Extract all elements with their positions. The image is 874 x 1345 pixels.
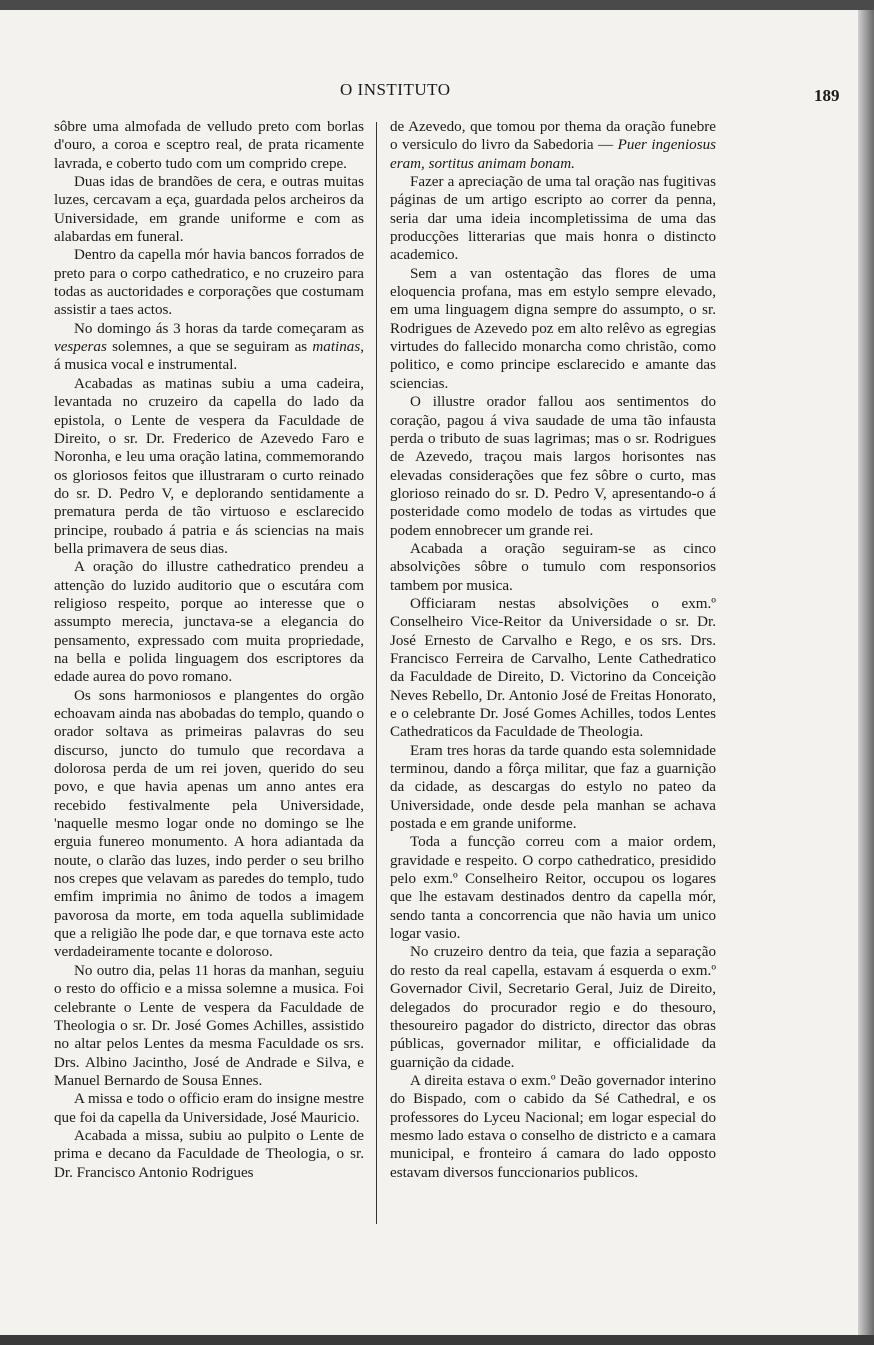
paragraph: A oração do illustre cathedratico prendeu a attenção do luzido auditorio que o escutára com religioso respeito, porque ao interesse que o assumpto merecia, junctava-se a elegancia do pensamento, expressado com muita propriedade, na bella e polida linguagem dos escriptores da edade aurea do povo romano. xyxy=(54,559,364,686)
text-run: de Azevedo, que tomou por thema da oração funebre o versiculo do livro da Sabedoria — xyxy=(390,119,716,154)
paragraph: A missa e todo o officio eram do insigne mestre que foi da capella da Universidade, José Mauricio. xyxy=(54,1091,364,1126)
paragraph: O illustre orador fallou aos sentimentos do coração, pagou á viva saudade de uma tão infausta perda o tributo de suas lagrimas; mas o sr. Rodrigues de Azevedo, traçou mais largos horisontes nas elevadas considerações que fez sôbre o curto, mas glorioso reinado do sr. D. Pedro V, apresentando-o á posteridade como modelo de todas as virtudes que podem ennobrecer um grande rei. xyxy=(390,394,716,539)
scan-top-edge xyxy=(0,0,874,10)
document-page xyxy=(0,10,858,1335)
paragraph xyxy=(390,118,716,173)
paragraph xyxy=(54,320,364,375)
paragraph: Os sons harmoniosos e plangentes do orgão echoavam ainda nas abobadas do templo, quando o orador soltava as primeiras palavras do seu discurso, juncto do tumulo que recordava a dolorosa perda de um rei joven, querido do seu povo, e que havia apenas um anno antes era recebido festivalmente pela Universidade, 'naquelle mesmo logar onde no domingo se lhe erguia funereo monumento. A hora adiantada da noute, o clarão das luzes, indo perder o seu brilho nos crepes que velavam as paredes do templo, tudo emfim imprimia no ânimo de todos a imagem pavorosa da morte, em toda aquella sublimidade que a religião lhe pode dar, e que tornava este acto verdadeiramente tocante e doloroso. xyxy=(54,687,364,961)
text-run: No domingo ás 3 horas da tarde começaram as xyxy=(74,320,364,337)
left-column xyxy=(54,118,364,1182)
column-divider xyxy=(376,122,377,1224)
italic-text: Puer ingeniosus eram, sortitus animam bonam. xyxy=(390,137,716,172)
running-title: O INSTITUTO xyxy=(340,80,451,99)
paragraph: Officiaram nestas absolvições o exm.º Conselheiro Vice-Reitor da Universidade o sr. Dr. José Ernesto de Carvalho e Rego, e os srs. Drs. Francisco Ferreira de Carvalho, Lente Cathedratico da Faculdade de Direito, D. Victorino da Conceição Neves Rebello, Dr. Antonio José de Freitas Honorato, e o celebrante Dr. José Gomes Achilles, todos Lentes Cathedraticos da Faculdade de Theologia. xyxy=(390,595,716,741)
paragraph: Eram tres horas da tarde quando esta solemnidade terminou, dando a fôrça militar, que faz a guarnição da cidade, as descargas do estylo no pateo da Universidade, onde desde pela manhan se achava postada e em grande uniforme. xyxy=(390,742,716,833)
paragraph: No outro dia, pelas 11 horas da manhan, seguiu o resto do officio e a missa solemne a musica. Foi celebrante o Lente de vespera da Faculdade de Theologia o sr. Dr. José Gomes Achilles, assistido no altar pelos Lentes da mesma Faculdade os srs. Drs. Albino Jacintho, José de Andrade e Silva, e Manuel Bernardo de Sousa Ennes. xyxy=(54,962,364,1089)
scan-right-edge xyxy=(858,10,874,1345)
page-number: 189 xyxy=(814,86,840,105)
paragraph: Acabada a missa, subiu ao pulpito o Lente de prima e decano da Faculdade de Theologia, o sr. Dr. Francisco Antonio Rodrigues xyxy=(54,1127,364,1181)
italic-text: matinas xyxy=(312,339,361,356)
paragraph: Sem a van ostentação das flores de uma eloquencia profana, mas em estylo sempre elevado, em uma linguagem digna sempre do assumpto, o sr. Rodrigues de Azevedo poz em alto relêvo as egregias virtudes do fallecido monarcha como christão, como politico, e como principe esclarecido e amante das sciencias. xyxy=(390,265,716,392)
paragraph: Toda a funcção correu com a maior ordem, gravidade e respeito. O corpo cathedratico, presidido pelo exm.º Conselheiro Reitor, occupou os logares que lhe estavam destinados dentro da capella mór, sendo tanta a concorrencia que não havia um unico logar vasio. xyxy=(390,834,716,943)
paragraph: sôbre uma almofada de velludo preto com borlas d'ouro, a coroa e sceptro real, de prata ricamente lavrada, e coberto tudo com um comprido crepe. xyxy=(54,119,364,172)
text-run: solemnes, a que se seguiram as xyxy=(106,339,313,356)
text-run: , á musica vocal e instrumental. xyxy=(54,339,364,374)
paragraph: Dentro da capella mór havia bancos forrados de preto para o corpo cathedratico, e no cruzeiro para todas as auctoridades e corporações que costumam assistir a taes actos. xyxy=(54,247,364,319)
paragraph: Acabadas as matinas subiu a uma cadeira, levantada no cruzeiro da capella do lado da epistola, o Lente de vespera da Faculdade de Direito, o sr. Dr. Frederico de Azevedo Faro e Noronha, e leu uma oração latina, commemorando os gloriosos feitos que illustraram o curto reinado do sr. D. Pedro V, e deplorando sentidamente a prematura perda de tão virtuoso e esclarecido principe, roubado á patria e ás sciencias na mais bella primavera de seus dias. xyxy=(54,375,364,557)
paragraph: Acabada a oração seguiram-se as cinco absolvições sôbre o tumulo com responsorios tambem por musica. xyxy=(390,540,716,594)
italic-text: vesperas xyxy=(54,339,107,356)
paragraph: No cruzeiro dentro da teia, que fazia a separação do resto da real capella, estavam á esquerda o exm.º Governador Civil, Secretario Geral, Juiz de Direito, delegados do procurador regio e do thesouro, thesoureiro pagador do districto, director das obras públicas, governador militar, e officialidade da guarnição da cidade. xyxy=(390,944,716,1071)
paragraph: A direita estava o exm.º Deão governador interino do Bispado, com o cabido da Sé Cathedral, e os professores do Lyceu Nacional; em logar especial do mesmo lado estava o conselho de districto e a camara municipal, e fronteiro á camara do lado opposto estavam diversos funccionarios publicos. xyxy=(390,1072,716,1181)
right-column xyxy=(390,118,716,1182)
scan-bottom-edge xyxy=(0,1335,874,1345)
paragraph: Fazer a apreciação de uma tal oração nas fugitivas páginas de um artigo escripto ao correr da penna, seria dar uma ideia incompletissima de uma das producções litterarias que mais honra o distincto academico. xyxy=(390,174,716,264)
paragraph: Duas idas de brandões de cera, e outras muitas luzes, cercavam a eça, guardada pelos archeiros da Universidade, em grande uniforme e com as alabardas em funeral. xyxy=(54,174,364,246)
